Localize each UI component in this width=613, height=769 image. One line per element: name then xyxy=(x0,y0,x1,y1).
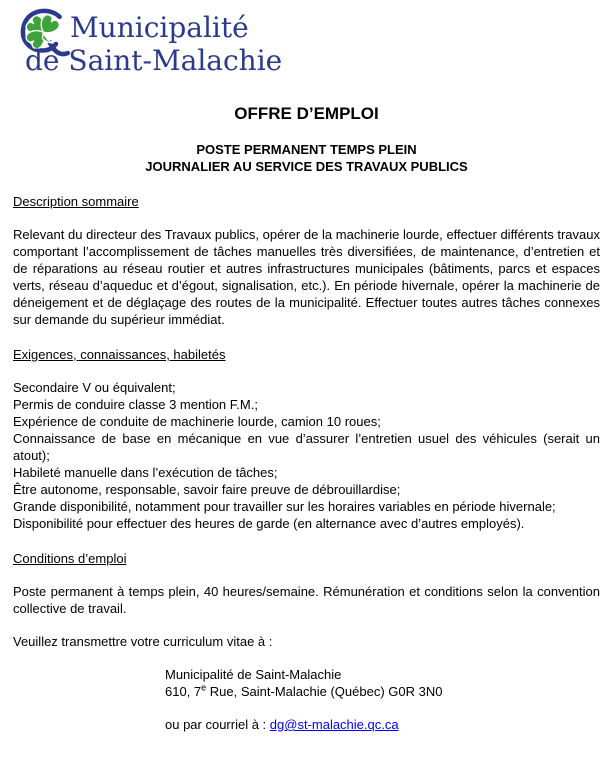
conditions-paragraph: Poste permanent à temps plein, 40 heures/semaine. Rémunération et conditions selon la convention collective de travail. xyxy=(13,584,600,616)
exigence-item: Grande disponibilité, notamment pour travailler sur les horaires variables en période hivernale; xyxy=(13,499,556,514)
exigence-item: Être autonome, responsable, savoir faire preuve de débrouillardise; xyxy=(13,482,401,497)
job-subtitle xyxy=(13,141,600,175)
cv-instruction: Veuillez transmettre votre curriculum vitae à : xyxy=(13,634,273,649)
email-prefix: ou par courriel à : xyxy=(165,717,270,732)
section-heading-description: Description sommaire xyxy=(13,194,139,209)
address-block xyxy=(165,666,600,700)
exigence-item: Disponibilité pour effectuer des heures de garde (en alternance avec d’autres employés). xyxy=(13,516,525,531)
exigence-item: Secondaire V ou équivalent; xyxy=(13,380,176,395)
address-line1: Municipalité de Saint-Malachie xyxy=(165,667,342,682)
subtitle-line1: POSTE PERMANENT TEMPS PLEIN xyxy=(196,142,417,157)
exigence-item: Connaissance de base en mécanique en vue d’assurer l’entretien usuel des véhicules (serait un atout); xyxy=(13,431,600,463)
municipality-logo xyxy=(13,5,600,83)
exigence-item: Permis de conduire classe 3 mention F.M.; xyxy=(13,397,258,412)
section-heading-conditions: Conditions d’emploi xyxy=(13,551,127,566)
logo-text-line1: Municipalité xyxy=(70,11,249,44)
email-link[interactable]: dg@st-malachie.qc.ca xyxy=(269,717,399,732)
section-heading-exigences: Exigences, connaissances, habiletés xyxy=(13,347,226,362)
exigence-item: Expérience de conduite de machinerie lourde, camion 10 roues; xyxy=(13,414,381,429)
logo-text-line2: de Saint-Malachie xyxy=(25,44,283,77)
description-paragraph: Relevant du directeur des Travaux publics, opérer de la machinerie lourde, effectuer différents travaux comportant l’accomplissement de tâches manuelles très diversifiées, de maintenance, d’entretien et de réparations au réseau routier et autres infrastructures municipales (bâtiments, parcs et espaces verts, réseau d’aqueduc et d’égout, signalisation, etc.). En période hivernale, opérer la machinerie de déneigement et de déglaçage des routes de la municipalité. Effectuer toutes autres tâches connexes sur demande du supérieur immédiat. xyxy=(13,227,600,327)
page-title: OFFRE D’EMPLOI xyxy=(234,104,379,123)
exigences-list xyxy=(13,379,600,532)
superscript-e: e xyxy=(201,682,207,693)
address-line2: 610, 7e Rue, Saint-Malachie (Québec) G0R 3N0 xyxy=(165,682,443,699)
exigence-item: Habileté manuelle dans l’exécution de tâches; xyxy=(13,465,278,480)
email-row xyxy=(165,716,600,733)
subtitle-line2: JOURNALIER AU SERVICE DES TRAVAUX PUBLICS xyxy=(145,159,468,174)
